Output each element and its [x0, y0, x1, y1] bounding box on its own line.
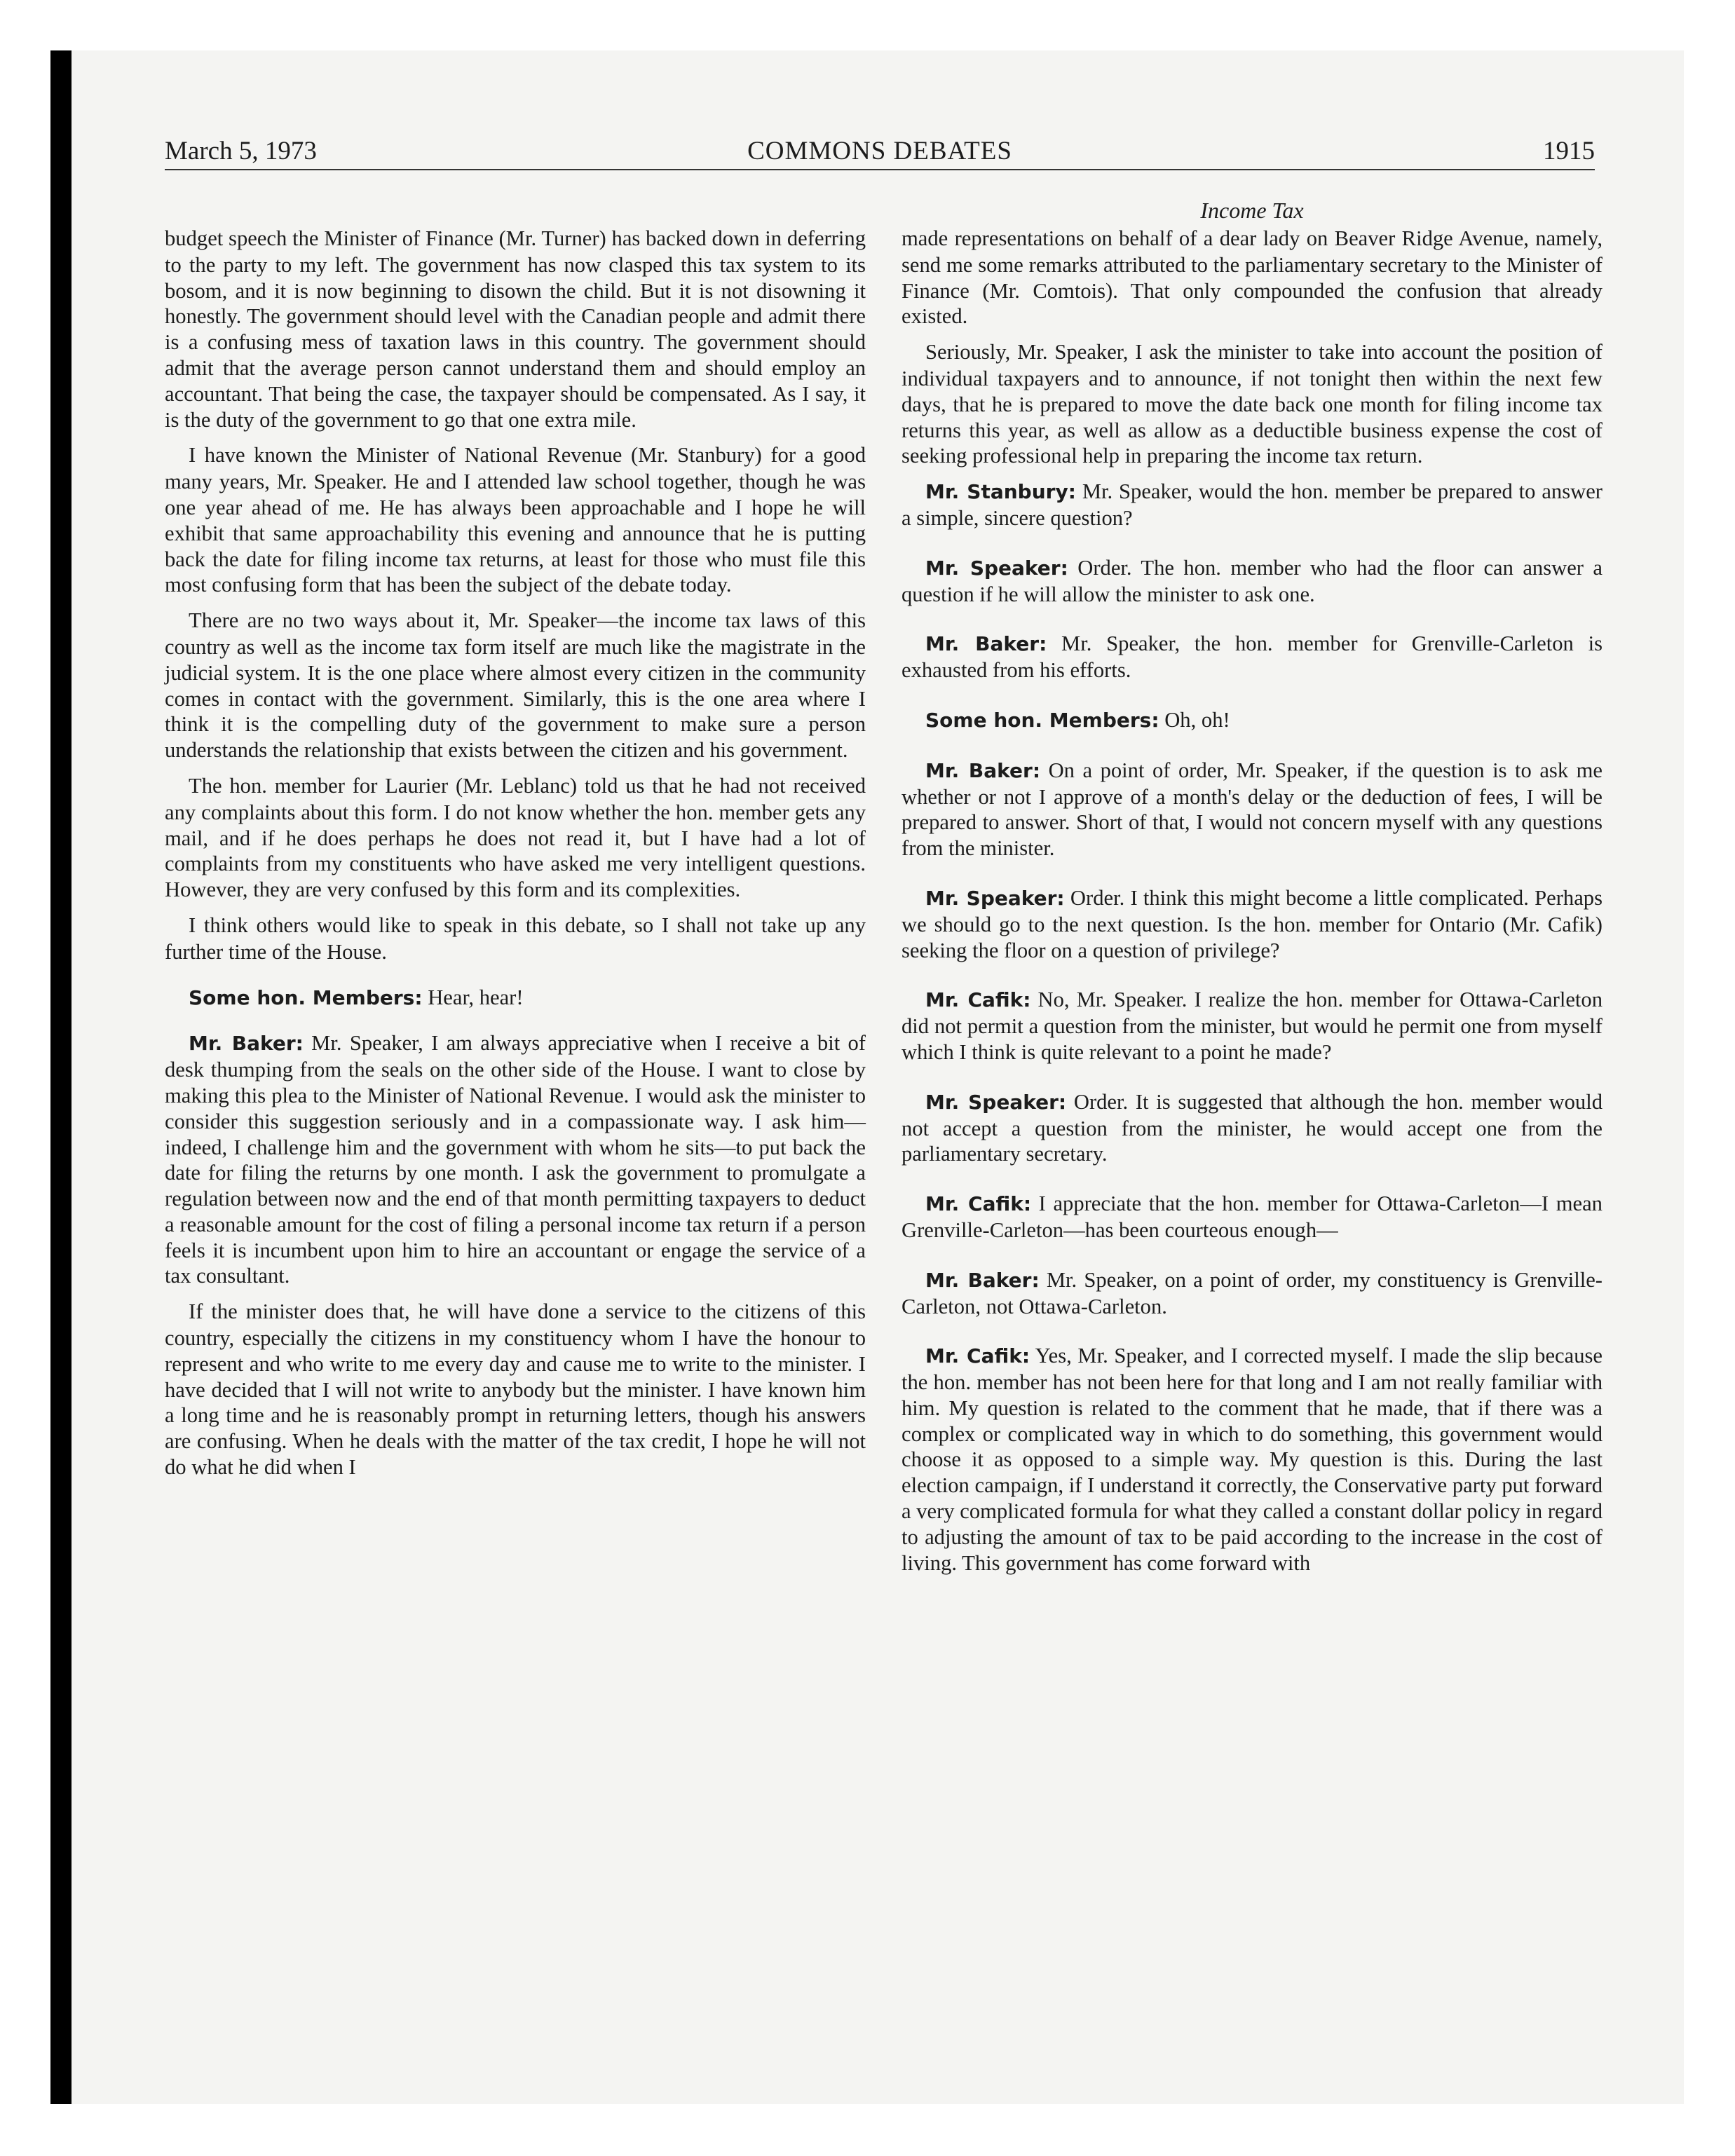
paragraph-text: The hon. member for Laurier (Mr. Leblanc) told us that he had not received any complaints about this form. I do not know whether the hon. member gets any mail, and if he does perhaps he does not read it, but I have had a lot of complaints from my constituents who have asked me very intelligent questions. However, they are very confused by this form and its complexities.: [165, 773, 866, 902]
paragraph: [901, 758, 1603, 861]
paragraph-text: budget speech the Minister of Finance (Mr. Turner) has backed down in deferring to the party to my left. The government has now clasped this tax system to its bosom, and it is now beginning to disown the child. But it is not disowning it honestly. The government should level with the Canadian people and admit there is a confusing mess of taxation laws in this country. The government should admit that the average person cannot understand them and should employ an accountant. That being the case, the taxpayer should be compensated. As I say, it is the duty of the government to go that one extra mile.: [165, 226, 866, 432]
paragraph: [901, 1089, 1603, 1167]
paragraph-text: Hear, hear!: [428, 985, 524, 1009]
paragraph-text: I appreciate that the hon. member for Ottawa-Carleton—I mean Grenville-Carleton—has been courteous enough—: [901, 1192, 1603, 1242]
paragraph: [165, 1299, 866, 1480]
speaker-name: Mr. Cafik:: [925, 1192, 1032, 1216]
left-column: [165, 226, 866, 1480]
paragraph-text: Mr. Speaker, I am always appreciative when I receive a bit of desk thumping from the seals on the other side of the House. I want to close by making this plea to the Minister of National Revenue. I would ask the minister to consider this suggestion seriously and in a compassionate way. I ask him—indeed, I challenge him and the government with whom he sits—to put back the date for filing the returns by one month. I ask the government to promulgate a regulation between now and the end of that month permitting taxpayers to deduct a reasonable amount for the cost of filing a personal income tax return if a person feels it is incumbent upon him to hire an accountant or engage the service of a tax consultant.: [165, 1031, 866, 1288]
speaker-name: Some hon. Members:: [189, 985, 423, 1009]
scan-border: [50, 50, 72, 2104]
running-head: [165, 136, 1595, 170]
paragraph: [901, 226, 1603, 329]
section-heading: Income Tax: [1200, 198, 1304, 223]
paragraph: [901, 339, 1603, 469]
paragraph-text: I think others would like to speak in this debate, so I shall not take up any further time of the House.: [165, 913, 866, 964]
page-number: 1915: [1543, 137, 1595, 165]
header-rule: [165, 169, 1595, 170]
paragraph-text: Order. It is suggested that although the hon. member would not accept a question from the minister, he would accept one from the parliamentary secretary.: [901, 1089, 1603, 1166]
paragraph: [165, 773, 866, 903]
speaker-name: Mr. Baker:: [925, 758, 1041, 782]
paragraph-text: Order. The hon. member who had the floor can answer a question if he will allow the minister to ask one.: [901, 555, 1603, 606]
paragraph: [901, 1267, 1603, 1320]
paragraph-text: No, Mr. Speaker. I realize the hon. member for Ottawa-Carleton did not permit a question from the minister, but would he permit one from myself which I think is quite relevant to a point he made?: [901, 988, 1603, 1064]
speaker-name: Mr. Cafik:: [925, 1344, 1030, 1368]
paragraph: [901, 987, 1603, 1065]
paragraph-text: made representations on behalf of a dear lady on Beaver Ridge Avenue, namely, send me some remarks attributed to the parliamentary secretary to the Minister of Finance (Mr. Comtois). That only compounded the confusion that already existed.: [901, 226, 1603, 329]
paragraph-text: Order. I think this might become a little complicated. Perhaps we should go to the next question. Is the hon. member for Ontario (Mr. Cafik) seeking the floor on a question of privilege?: [901, 885, 1603, 962]
paragraph: [165, 226, 866, 432]
paragraph-text: Mr. Speaker, on a point of order, my constituency is Grenville-Carleton, not Ottawa-Carleton.: [901, 1267, 1603, 1318]
paragraph: [165, 442, 866, 598]
paragraph: [165, 985, 866, 1011]
paragraph-text: Oh, oh!: [1164, 707, 1230, 732]
speaker-name: Mr. Baker:: [925, 632, 1047, 656]
paragraph-text: I have known the Minister of National Revenue (Mr. Stanbury) for a good many years, Mr. Speaker. He and I attended law school together, though he was one year ahead of me. He has always been approachable and I hope he will exhibit that same approachability this evening and announce that he is putting back the date for filing income tax returns, at least for those who must file this most confusing form that has been the subject of the debate today.: [165, 443, 866, 597]
paragraph: [901, 707, 1603, 734]
paragraph: [901, 1191, 1603, 1243]
paragraph: [165, 608, 866, 763]
paragraph-text: Seriously, Mr. Speaker, I ask the minister to take into account the position of individual taxpayers and to announce, if not tonight then within the next few days, that he is prepared to move the date back one month for filing income tax returns this year, as well as allow as a deductible business expense the cost of seeking professional help in preparing the income tax return.: [901, 340, 1603, 468]
paragraph: [901, 555, 1603, 608]
paragraph: [165, 913, 866, 965]
paragraph-text: Mr. Speaker, the hon. member for Grenville-Carleton is exhausted from his efforts.: [901, 632, 1603, 683]
paragraph-text: If the minister does that, he will have done a service to the citizens of this country, especially the citizens in my constituency whom I have the honour to represent and who write to me every day and cause me to write to the minister. I have decided that I will not write to anybody but the minister. I have known him a long time and he is reasonably prompt in returning letters, though his answers are confusing. When he deals with the matter of the tax credit, I hope he will not do what he did when I: [165, 1299, 866, 1480]
speaker-name: Mr. Baker:: [925, 1268, 1040, 1292]
paragraph-text: Mr. Speaker, would the hon. member be prepared to answer a simple, sincere question?: [901, 479, 1603, 530]
paragraph-text: On a point of order, Mr. Speaker, if the question is to ask me whether or not I approve of a month's delay or the deduction of fees, I will be prepared to answer. Short of that, I would not concern myself with any questions from the minister.: [901, 758, 1603, 861]
speaker-name: Mr. Stanbury:: [925, 480, 1076, 504]
header-title: COMMONS DEBATES: [747, 137, 1012, 165]
speaker-name: Mr. Baker:: [189, 1032, 304, 1056]
paragraph-text: There are no two ways about it, Mr. Speaker—the income tax laws of this country as well as the income tax form itself are much like the magistrate in the judicial system. It is the one place where almost every citizen in the community comes in contact with the government. Similarly, this is the one area where I think it is the compelling duty of the government to make sure a person understands the relationship that exists between the citizen and his government.: [165, 608, 866, 763]
speaker-name: Some hon. Members:: [925, 708, 1159, 732]
speaker-name: Mr. Speaker:: [925, 556, 1068, 580]
paragraph-text: Yes, Mr. Speaker, and I corrected myself. I made the slip because the hon. member has not been here for that long and I am not really familiar with him. My question is related to the comment that he made, that if there was a complex or complicated way in which to do something, this government would choose it as opposed to a simple way. My question is this. During the last election campaign, if I understand it correctly, the Conservative party put forward a very complicated formula for what they called a constant dollar policy in regard to adjusting the amount of tax to be paid according to the increase in the cost of living. This government has come forward with: [901, 1344, 1603, 1575]
paragraph: [165, 1030, 866, 1289]
speaker-name: Mr. Speaker:: [925, 886, 1065, 910]
header-date: March 5, 1973: [165, 137, 317, 165]
speaker-name: Mr. Cafik:: [925, 988, 1031, 1012]
speaker-name: Mr. Speaker:: [925, 1090, 1067, 1114]
paragraph: [901, 1343, 1603, 1576]
paragraph: [901, 631, 1603, 683]
paragraph: [901, 885, 1603, 963]
paragraph: [901, 479, 1603, 531]
right-column: [901, 226, 1603, 1576]
